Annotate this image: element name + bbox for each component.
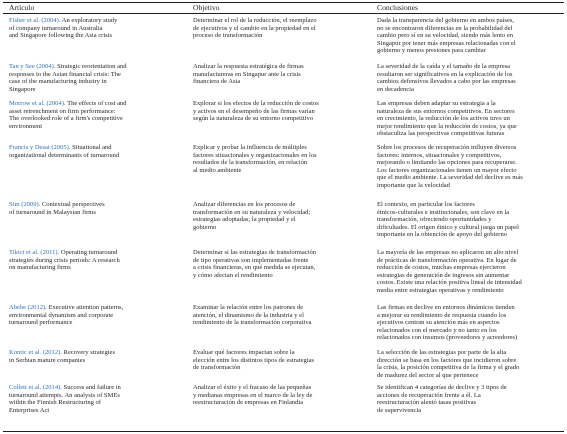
- citation-link[interactable]: Collett et al. (2014).: [9, 384, 62, 391]
- objective-text: Determinar si las estrategias de transformación: [193, 249, 317, 256]
- objective-text: financiera de Asia: [193, 78, 241, 86]
- article-title-text: responses to the Asian financial crisis: The: [9, 70, 121, 78]
- row-article: [9, 304, 123, 327]
- article-title-text: asset retrenchment on firm performance:: [9, 107, 116, 115]
- conclusion-text: reducción de costos, muchas empresas ejercieron: [377, 264, 506, 272]
- objective-text: atención, el dinamismo de la industria y el: [193, 311, 304, 319]
- conclusion-text: cambio pero sí en su velocidad, siendo más lento en: [377, 32, 513, 40]
- table-bottom-rule: [3, 431, 564, 432]
- conclusion-text: resultaron ser significativos en la explicación de los: [377, 70, 513, 78]
- article-title-text: strategies during crisis periods: A research: [9, 256, 120, 264]
- row-objective: [193, 144, 317, 174]
- conclusion-text: de prácticas de transformación operativa. En lugar de: [377, 256, 517, 264]
- objective-text: y medianas empresas en el marco de la ley de: [193, 391, 313, 399]
- conclusion-text: costos. Existe una relación positiva lineal de intensidad: [377, 279, 522, 287]
- citation-link[interactable]: Fisher et al. (2004).: [9, 17, 61, 24]
- conclusion-text: naturaleza de sus entornos competitivos. En sectores: [377, 107, 515, 115]
- row-conclusion: [377, 144, 523, 190]
- article-title-text: Situational and: [70, 144, 112, 151]
- conclusion-text: de supervivencia: [377, 406, 422, 414]
- citation-link[interactable]: Tan y See (2004).: [9, 63, 56, 70]
- header-rule: [3, 13, 564, 14]
- objective-text: rendimiento de la transformación corporativa: [193, 319, 312, 327]
- objective-text: de tipo operativas son implementadas frente: [193, 256, 309, 264]
- article-title-text: Contextual perspectives: [40, 201, 105, 208]
- article-title-text: environmental dynamism and corporate: [9, 311, 114, 319]
- row-conclusion: [377, 384, 507, 414]
- row-article: [9, 349, 115, 364]
- objective-text: Explicar y probar la influencia de múltiples: [193, 144, 307, 151]
- objective-text: transformación en su naturaleza y velocidad;: [193, 208, 311, 216]
- conclusion-text: estrategias de generación de ingresos sin aumentar: [377, 271, 510, 279]
- row-article: [9, 249, 120, 272]
- header-conclusiones: Conclusiones: [377, 3, 418, 12]
- row-article: [9, 63, 127, 93]
- row-objective: [193, 349, 314, 372]
- objective-text: Analizar la respuesta estratégica de firmas: [193, 63, 304, 70]
- conclusion-text: reestructuración alentó tasas positivas: [377, 399, 477, 407]
- article-title-text: An exploratory study: [60, 17, 118, 24]
- conclusion-text: relacionados con insumos (proveedores y acreedores): [377, 334, 518, 342]
- article-title-text: Enterprises Act: [9, 406, 50, 414]
- header-objetivo: Objetivo: [193, 3, 220, 12]
- objective-text: de transformación: [193, 364, 241, 372]
- row-article: [9, 17, 117, 40]
- objective-text: estrategias adoptadas; la propiedad y el: [193, 216, 296, 224]
- article-title-text: of turnaround in Malaysian firms: [9, 208, 96, 216]
- conclusion-text: mejor rendimiento que la reducción de costos, ya que: [377, 122, 517, 130]
- article-title-text: Strategic reorientation and: [55, 63, 127, 70]
- conclusion-text: transformación, ofreciendo oportunidades y: [377, 216, 492, 224]
- citation-link[interactable]: Sim (2009).: [9, 201, 41, 208]
- conclusion-text: Las empresas deben adaptar su estrategia a la: [377, 100, 496, 107]
- article-title-text: Singapore: [9, 85, 36, 93]
- conclusion-text: la crisis, la posición competitiva de la firma y el grado: [377, 364, 520, 372]
- objective-text: Determinar el rol de la reducción, el reemplazo: [193, 17, 317, 24]
- conclusion-text: acciones de recuperación frente a él. La: [377, 391, 481, 399]
- row-conclusion: [377, 349, 519, 379]
- citation-link[interactable]: Francis y Desai (2005).: [9, 144, 71, 151]
- conclusion-text: importante que la velocidad: [377, 181, 450, 189]
- objective-text: y activos en el desempeño de las firmas varían: [193, 107, 315, 115]
- row-objective: [193, 63, 304, 86]
- conclusion-text: mejorando o limitando las opciones para recuperarse.: [377, 159, 517, 167]
- conclusion-text: La selección de las estrategias por parte de la alta: [377, 349, 507, 356]
- conclusion-text: relacionados con el mercado y no tanto en los: [377, 326, 497, 334]
- article-title-text: turnaround performance: [9, 319, 73, 327]
- header-articulo: Artículo: [9, 3, 35, 12]
- objective-text: proceso de transformación: [193, 32, 263, 40]
- article-title-text: Executive attention patterns,: [46, 304, 124, 311]
- conclusion-text: en crecimiento, la reducción de los activos tuvo un: [377, 115, 510, 123]
- row-article: [9, 144, 119, 159]
- article-title-text: The effects of cost and: [65, 100, 127, 107]
- objective-text: Examinar la relación entre los patrones de: [193, 304, 304, 311]
- table-top-rule: [3, 2, 564, 3]
- conclusion-text: en decadencia: [377, 85, 414, 93]
- objective-text: y cómo afectan el rendimiento: [193, 271, 273, 279]
- article-title-text: Recovery strategies: [61, 349, 115, 356]
- row-conclusion: [377, 100, 517, 138]
- row-objective: [193, 201, 310, 231]
- objective-text: Analizar el éxito y el fracaso de las pequeñas: [193, 384, 312, 391]
- row-conclusion: [377, 63, 516, 93]
- conclusion-text: dirección se basa en los factores que incidieron sobre: [377, 356, 517, 364]
- conclusion-text: étnicos-culturales e institucionales, son clave en la: [377, 208, 510, 216]
- citation-link[interactable]: Abebe (2012).: [9, 304, 47, 311]
- article-title-text: organizational determinants of turnaround: [9, 151, 120, 159]
- objective-text: Explorar si los efectos de la reducción de costos: [193, 100, 319, 107]
- row-conclusion: [377, 249, 522, 295]
- conclusion-text: Las firmas en declive en entornos dinámicos tienden: [377, 304, 515, 311]
- article-title-text: Operating turnaround: [59, 249, 118, 256]
- row-conclusion: [377, 304, 517, 342]
- article-title-text: environment: [9, 122, 43, 130]
- objective-text: a crisis financieras, en qué medida se ejecutan,: [193, 264, 316, 272]
- article-title-text: and Singapore following the Asia crisis: [9, 32, 113, 40]
- row-article: [9, 201, 105, 216]
- conclusion-text: Sobre los procesos de recuperación influyen diversos: [377, 144, 517, 151]
- row-objective: [193, 17, 317, 40]
- conclusion-text: media entre estrategias operativas y rendimiento: [377, 286, 504, 294]
- article-title-text: case of the manufacturing industry in: [9, 78, 107, 86]
- article-title-text: of company turnaround in Australia: [9, 24, 103, 32]
- row-objective: [193, 304, 312, 327]
- conclusion-text: Se identifican 4 categorías de declive y 3 tipos de: [377, 384, 507, 391]
- conclusion-text: de madurez del sector al que pertenece: [377, 371, 479, 379]
- objective-text: manufactureras en Singapur ante la crisis: [193, 70, 301, 78]
- article-title-text: The overlooked role of a firm's competitive: [9, 115, 123, 123]
- row-objective: [193, 384, 312, 407]
- conclusion-text: que el medio ambiente. La severidad del declive es más: [377, 174, 523, 182]
- conclusion-text: importante en la obtención de apoyo del gobierno: [377, 231, 507, 239]
- row-article: [9, 100, 127, 130]
- article-title-text: on manufacturing firms: [9, 264, 71, 272]
- objective-text: Evaluar qué factores impactan sobre la: [193, 349, 295, 356]
- conclusion-text: Dada la transparencia del gobierno en ambos países,: [377, 17, 515, 24]
- citation-link[interactable]: Kontic et al. (2012).: [9, 349, 62, 356]
- citation-link[interactable]: Morrow et al. (2004).: [9, 100, 66, 107]
- article-title-text: Success and failure in: [61, 384, 121, 391]
- objective-text: Analizar diferencias en los procesos de: [193, 201, 296, 208]
- conclusion-text: cambios defensivos llevados a cabo por las empresas: [377, 78, 516, 86]
- conclusion-text: La severidad de la caída y el tamaño de la empresa: [377, 63, 511, 70]
- row-conclusion: [377, 201, 519, 239]
- objective-text: factores situacionales y organizacionales en los: [193, 151, 317, 159]
- objective-text: de ejecutivos y el cambio en la propiedad en el: [193, 24, 316, 32]
- conclusion-text: no se encontraron diferencias en la probabilidad del: [377, 24, 513, 32]
- conclusion-text: ejecutivos centran su atención más en aspectos: [377, 319, 500, 327]
- conclusion-text: Los factores organizacionales tienen un mayor efecto: [377, 166, 517, 174]
- row-conclusion: [377, 17, 516, 55]
- row-article: [9, 384, 121, 414]
- conclusion-text: factores: internos, situacionales y competitivos,: [377, 151, 502, 159]
- conclusion-text: a mejorar su rendimiento de respuesta cuando los: [377, 311, 507, 319]
- article-title-text: within the Finnish Restructuring of: [9, 399, 102, 407]
- conclusion-text: Singapur por tener más empresas relacionadas con el: [377, 39, 516, 47]
- conclusion-text: El contexto, en particular los factores: [377, 201, 475, 208]
- objective-text: según la naturaleza de su entorno competitivo: [193, 115, 313, 123]
- objective-text: al medio ambiente: [193, 166, 242, 174]
- conclusion-text: dificultades. El origen étnico y cultural juega un papel: [377, 223, 519, 231]
- objective-text: resultados de la transformación, en relación: [193, 159, 308, 167]
- objective-text: reestructuración de empresas en Finlandia: [193, 399, 304, 407]
- objective-text: gobierno: [193, 223, 217, 231]
- article-title-text: in Serbian mature companies: [9, 356, 86, 364]
- row-objective: [193, 100, 319, 123]
- conclusion-text: obstaculiza las perspectivas competitivas futuras: [377, 130, 505, 138]
- conclusion-text: La mayoría de las empresas no aplicaron un alto nivel: [377, 249, 519, 256]
- objective-text: elección entre los distintos tipos de estrategias: [193, 356, 315, 364]
- conclusion-text: gobierno y menos presiones para cambiar: [377, 47, 486, 55]
- row-objective: [193, 249, 316, 279]
- article-title-text: turnaround attempts. An analysis of SMEs: [9, 391, 120, 399]
- citation-link[interactable]: Tikici et al. (2011).: [9, 249, 60, 256]
